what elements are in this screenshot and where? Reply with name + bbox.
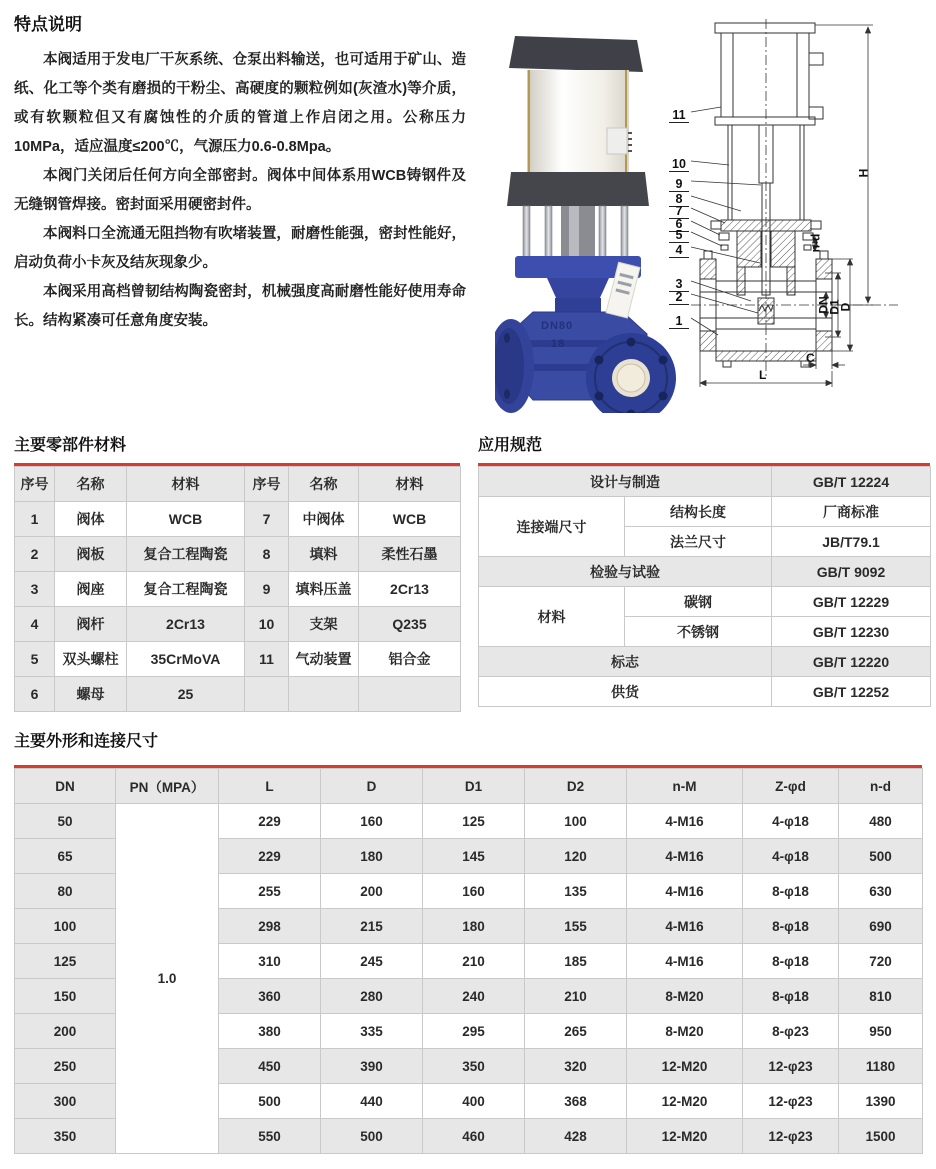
table-cell: 9 <box>245 572 289 607</box>
table-cell: 160 <box>321 804 423 839</box>
table-cell: 245 <box>321 944 423 979</box>
table-cell: 210 <box>423 944 525 979</box>
table-cell: 150 <box>15 979 116 1014</box>
table-cell: 12-M20 <box>627 1119 743 1154</box>
table-cell: 368 <box>525 1084 627 1119</box>
table-cell: 1 <box>15 502 55 537</box>
table-cell: 229 <box>219 839 321 874</box>
table-cell: 11 <box>245 642 289 677</box>
table-cell: 不锈钢 <box>625 617 772 647</box>
table-cell: 480 <box>839 804 923 839</box>
table-cell: 标志 <box>479 647 772 677</box>
table-cell: 950 <box>839 1014 923 1049</box>
table-row <box>479 557 931 587</box>
table-cell: 8-φ23 <box>743 1014 839 1049</box>
table-cell: 复合工程陶瓷 <box>127 537 245 572</box>
table-cell: 气动装置 <box>289 642 359 677</box>
table-cell: 10 <box>245 607 289 642</box>
table-cell: 12-φ23 <box>743 1049 839 1084</box>
table-cell: 200 <box>15 1014 116 1049</box>
valve-section-drawing <box>663 15 933 415</box>
table-cell: 1180 <box>839 1049 923 1084</box>
table-cell: 690 <box>839 909 923 944</box>
table-cell: 65 <box>15 839 116 874</box>
table-cell: 8-M20 <box>627 1014 743 1049</box>
dim-label-H: H <box>856 168 871 178</box>
table-cell: 25 <box>127 677 245 712</box>
features-title: 特点说明 <box>14 15 82 34</box>
table-cell: 180 <box>321 839 423 874</box>
table-cell: 185 <box>525 944 627 979</box>
table-cell: 135 <box>525 874 627 909</box>
table-cell: 3 <box>15 572 55 607</box>
table-cell: 12-M20 <box>627 1049 743 1084</box>
table-row <box>15 677 461 712</box>
table-cell: 铝合金 <box>359 642 461 677</box>
table-row <box>15 572 461 607</box>
table-cell: GB/T 9092 <box>772 557 931 587</box>
table-cell: 连接端尺寸 <box>479 497 625 557</box>
drawing-callout-7: 7 <box>669 204 689 219</box>
table-cell <box>289 677 359 712</box>
table-cell: 215 <box>321 909 423 944</box>
table-cell: 50 <box>15 804 116 839</box>
valve-photo <box>495 28 680 413</box>
drawing-callout-6: 6 <box>669 217 689 232</box>
drawing-callout-5: 5 <box>669 228 689 243</box>
table-cell: 4-φ18 <box>743 839 839 874</box>
table-cell: 428 <box>525 1119 627 1154</box>
table-cell: 2 <box>15 537 55 572</box>
drawing-callout-1: 1 <box>669 314 689 329</box>
table-cell: 阀板 <box>55 537 127 572</box>
dims-header-row <box>15 769 923 804</box>
application-spec-table <box>478 466 931 707</box>
table-cell: 300 <box>15 1084 116 1119</box>
table-cell: 阀体 <box>55 502 127 537</box>
table-row <box>479 587 931 617</box>
table-cell: 4-M16 <box>627 909 743 944</box>
table-cell: WCB <box>127 502 245 537</box>
table-cell: 125 <box>423 804 525 839</box>
table-cell: 4-M16 <box>627 804 743 839</box>
table-row <box>15 607 461 642</box>
table-cell: 8 <box>245 537 289 572</box>
feature-paragraph: 本阀料口全流通无阻挡物有吹堵装置，耐磨性能强，密封性能好，启动负荷小卡灰及结灰现象少。 <box>14 226 466 271</box>
table-cell: 350 <box>15 1119 116 1154</box>
feature-paragraph: 本阀采用高档曾韧结构陶瓷密封，机械强度高耐磨性能好使用寿命长。结构紧凑可任意角度安装。 <box>14 284 466 329</box>
table-cell: WCB <box>359 502 461 537</box>
table-cell: 240 <box>423 979 525 1014</box>
table-cell: 检验与试验 <box>479 557 772 587</box>
table-cell: 8-φ18 <box>743 874 839 909</box>
table-cell: 250 <box>15 1049 116 1084</box>
parts-header-row <box>15 467 461 502</box>
parts-material-table <box>14 466 461 712</box>
table-row <box>15 502 461 537</box>
features-text <box>14 46 466 336</box>
body-cast-mark: DN80 <box>541 320 574 332</box>
table-cell: GB/T 12230 <box>772 617 931 647</box>
table-cell: GB/T 12220 <box>772 647 931 677</box>
table-cell: 160 <box>423 874 525 909</box>
table-cell <box>359 677 461 712</box>
table-cell: 400 <box>423 1084 525 1119</box>
table-cell: 5 <box>15 642 55 677</box>
pn-merged-cell: 1.0 <box>116 804 219 1154</box>
drawing-callout-2: 2 <box>669 290 689 305</box>
table-cell: 200 <box>321 874 423 909</box>
column-header: 名称 <box>55 467 127 502</box>
drawing-callout-11: 11 <box>669 108 689 123</box>
column-header: 名称 <box>289 467 359 502</box>
table-cell: 2Cr13 <box>359 572 461 607</box>
dim-label-C: C <box>806 351 815 365</box>
table-cell: 310 <box>219 944 321 979</box>
spec-table-title: 应用规范 <box>478 437 543 454</box>
table-row <box>479 497 931 527</box>
column-header: 材料 <box>359 467 461 502</box>
table-row <box>15 804 923 839</box>
dim-label-D: D <box>838 302 853 312</box>
table-cell: 810 <box>839 979 923 1014</box>
table-cell: 12-φ23 <box>743 1119 839 1154</box>
table-cell: 7 <box>245 502 289 537</box>
table-cell: 支架 <box>289 607 359 642</box>
dim-label-D1: D1 <box>827 299 842 315</box>
table-cell: 630 <box>839 874 923 909</box>
table-cell: 4-M16 <box>627 944 743 979</box>
dim-label-nd: n-d <box>808 233 823 253</box>
table-cell: 100 <box>525 804 627 839</box>
table-cell: 500 <box>219 1084 321 1119</box>
table-cell: 210 <box>525 979 627 1014</box>
table-cell: 320 <box>525 1049 627 1084</box>
column-header: Z-φd <box>743 769 839 804</box>
table-cell: 229 <box>219 804 321 839</box>
table-cell: 265 <box>525 1014 627 1049</box>
drawing-callout-8: 8 <box>669 192 689 207</box>
table-cell: 1390 <box>839 1084 923 1119</box>
drawing-callout-4: 4 <box>669 243 689 258</box>
table-cell: 180 <box>423 909 525 944</box>
table-cell: 双头螺柱 <box>55 642 127 677</box>
valve-photo-illustration <box>495 28 680 413</box>
drawing-callout-9: 9 <box>669 177 689 192</box>
table-row <box>479 647 931 677</box>
column-header: 序号 <box>15 467 55 502</box>
table-cell: 填料压盖 <box>289 572 359 607</box>
table-cell: 550 <box>219 1119 321 1154</box>
table-cell: 12-φ23 <box>743 1084 839 1119</box>
column-header: L <box>219 769 321 804</box>
table-cell: 390 <box>321 1049 423 1084</box>
table-cell <box>245 677 289 712</box>
table-cell: 设计与制造 <box>479 467 772 497</box>
column-header: 材料 <box>127 467 245 502</box>
table-cell: 2Cr13 <box>127 607 245 642</box>
table-cell: 1500 <box>839 1119 923 1154</box>
table-row <box>479 467 931 497</box>
table-cell: 供货 <box>479 677 772 707</box>
column-header: n-d <box>839 769 923 804</box>
table-cell: 500 <box>321 1119 423 1154</box>
table-cell: 材料 <box>479 587 625 647</box>
table-cell: 360 <box>219 979 321 1014</box>
table-cell: 4-φ18 <box>743 804 839 839</box>
drawing-callout-10: 10 <box>669 157 689 172</box>
dimensions-table <box>14 768 923 1154</box>
table-cell: 厂商标准 <box>772 497 931 527</box>
valve-drawing <box>663 15 933 415</box>
table-cell: 80 <box>15 874 116 909</box>
table-cell: 法兰尺寸 <box>625 527 772 557</box>
drawing-callout-3: 3 <box>669 277 689 292</box>
column-header: D2 <box>525 769 627 804</box>
table-cell: 12-M20 <box>627 1084 743 1119</box>
column-header: DN <box>15 769 116 804</box>
table-cell: GB/T 12252 <box>772 677 931 707</box>
table-cell: JB/T79.1 <box>772 527 931 557</box>
table-cell: Q235 <box>359 607 461 642</box>
table-cell: 440 <box>321 1084 423 1119</box>
table-cell: 8-φ18 <box>743 944 839 979</box>
table-cell: 结构长度 <box>625 497 772 527</box>
table-cell: 8-φ18 <box>743 909 839 944</box>
body-cast-mark: 18 <box>551 338 566 350</box>
table-cell: 8-φ18 <box>743 979 839 1014</box>
table-cell: 350 <box>423 1049 525 1084</box>
column-header: n-M <box>627 769 743 804</box>
table-cell: 720 <box>839 944 923 979</box>
table-cell: 4-M16 <box>627 874 743 909</box>
table-cell: 螺母 <box>55 677 127 712</box>
table-cell: 125 <box>15 944 116 979</box>
table-cell: GB/T 12224 <box>772 467 931 497</box>
table-cell: 中阀体 <box>289 502 359 537</box>
table-cell: 298 <box>219 909 321 944</box>
column-header: D1 <box>423 769 525 804</box>
table-cell: 255 <box>219 874 321 909</box>
table-cell: 柔性石墨 <box>359 537 461 572</box>
table-cell: 复合工程陶瓷 <box>127 572 245 607</box>
table-cell: 500 <box>839 839 923 874</box>
table-cell: 380 <box>219 1014 321 1049</box>
feature-paragraph: 本阀适用于发电厂干灰系统、仓泵出料输送，也可适用于矿山、造纸、化工等个类有磨损的干粉尘、高硬度的颗粒例如(灰渣水)等介质，或有软颗粒但又有腐蚀性的介质的管道上作启闭之用。公称压力10MPa，适应温度≤200℃，气源压力0.6-0.8Mpa。 <box>14 52 466 155</box>
table-cell: 35CrMoVA <box>127 642 245 677</box>
table-cell: 120 <box>525 839 627 874</box>
column-header: 序号 <box>245 467 289 502</box>
table-cell: 4 <box>15 607 55 642</box>
parts-table-title: 主要零部件材料 <box>14 437 127 454</box>
table-cell: 填料 <box>289 537 359 572</box>
table-row <box>15 642 461 677</box>
table-cell: 100 <box>15 909 116 944</box>
table-cell: 阀座 <box>55 572 127 607</box>
table-row <box>479 677 931 707</box>
table-cell: 8-M20 <box>627 979 743 1014</box>
table-cell: 295 <box>423 1014 525 1049</box>
feature-paragraph: 本阀门关闭后任何方向全部密封。阀体中间体系用WCB铸钢件及无缝钢管焊接。密封面采用硬密封件。 <box>14 168 466 213</box>
dim-label-L: L <box>759 368 767 382</box>
table-cell: 460 <box>423 1119 525 1154</box>
table-cell: 碳钢 <box>625 587 772 617</box>
dim-label-DN: DN <box>816 296 831 314</box>
table-cell: 6 <box>15 677 55 712</box>
table-cell: 阀杆 <box>55 607 127 642</box>
table-cell: 155 <box>525 909 627 944</box>
column-header: D <box>321 769 423 804</box>
table-cell: 450 <box>219 1049 321 1084</box>
table-row <box>15 537 461 572</box>
column-header: PN（MPA） <box>116 769 219 804</box>
dims-table-title: 主要外形和连接尺寸 <box>14 733 159 750</box>
table-cell: 335 <box>321 1014 423 1049</box>
table-cell: 145 <box>423 839 525 874</box>
table-cell: GB/T 12229 <box>772 587 931 617</box>
table-cell: 4-M16 <box>627 839 743 874</box>
table-cell: 280 <box>321 979 423 1014</box>
